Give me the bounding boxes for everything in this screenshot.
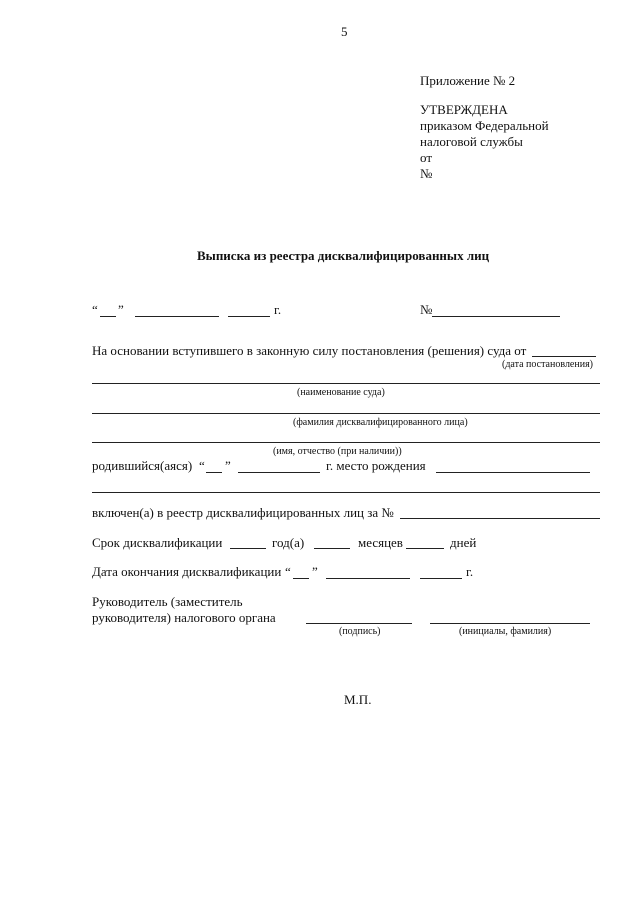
- hint-given-name: (имя, отчество (при наличии)): [273, 446, 402, 457]
- approval-title: УТВЕРЖДЕНА: [420, 102, 508, 117]
- basis-text: На основании вступившего в законную силу постановления (решения) суда от: [92, 343, 527, 358]
- head-label-line-2: руководителя) налогового органа: [92, 610, 276, 625]
- given-name-field[interactable]: [92, 442, 600, 443]
- extract-number-field[interactable]: [432, 316, 560, 317]
- approval-line-4: №: [420, 166, 433, 181]
- hint-court-name: (наименование суда): [297, 387, 385, 398]
- end-date-year-field[interactable]: [420, 578, 462, 579]
- hint-decision-date: (дата постановления): [502, 359, 594, 370]
- term-days-field[interactable]: [406, 548, 444, 549]
- approval-line-2: налоговой службы: [420, 134, 523, 149]
- hint-initials-surname: (инициалы, фамилия): [459, 626, 552, 637]
- end-date-label: Дата окончания дисквалификации: [92, 564, 282, 579]
- date-quote-close: ”: [118, 302, 124, 317]
- term-months-field[interactable]: [314, 548, 350, 549]
- page-number: 5: [341, 24, 348, 39]
- birth-month-field[interactable]: [238, 472, 320, 473]
- date-quote-open: “: [92, 302, 98, 317]
- birth-quote-open: “: [199, 458, 205, 473]
- end-date-month-field[interactable]: [326, 578, 410, 579]
- hint-signature: (подпись): [339, 626, 381, 637]
- head-label-line-1: Руководитель (заместитель: [92, 594, 243, 609]
- date-day-field[interactable]: [100, 316, 116, 317]
- date-month-field[interactable]: [135, 316, 219, 317]
- stamp-place-label: М.П.: [344, 692, 372, 707]
- court-name-field[interactable]: [92, 383, 600, 384]
- birth-quote-close: ”: [225, 458, 231, 473]
- birth-place-continuation-field[interactable]: [92, 492, 600, 493]
- registry-number-field[interactable]: [400, 518, 600, 519]
- appendix-label: Приложение № 2: [420, 73, 516, 88]
- term-label: Срок дисквалификации: [92, 535, 223, 550]
- approval-line-3: от: [420, 150, 433, 165]
- term-days-label: дней: [450, 535, 477, 550]
- end-date-quote-open: “: [285, 564, 291, 579]
- approval-line-1: приказом Федеральной: [420, 118, 549, 133]
- end-date-year-suffix: г.: [466, 564, 474, 579]
- court-decision-date-field[interactable]: [532, 356, 596, 357]
- extract-number-sign: №: [420, 302, 433, 317]
- signature-field[interactable]: [306, 623, 412, 624]
- birth-day-field[interactable]: [206, 472, 222, 473]
- date-year-suffix: г.: [274, 302, 282, 317]
- birth-year-place-label: г. место рождения: [326, 458, 426, 473]
- end-date-quote-close: ”: [312, 564, 318, 579]
- term-years-field[interactable]: [230, 548, 266, 549]
- surname-field[interactable]: [92, 413, 600, 414]
- end-date-day-field[interactable]: [293, 578, 309, 579]
- initials-surname-field[interactable]: [430, 623, 590, 624]
- date-year-field[interactable]: [228, 316, 270, 317]
- document-title: Выписка из реестра дисквалифицированных лиц: [197, 248, 490, 263]
- hint-surname: (фамилия дисквалифицированного лица): [293, 417, 468, 428]
- term-months-label: месяцев: [358, 535, 403, 550]
- birth-place-field[interactable]: [436, 472, 590, 473]
- included-label: включен(а) в реестр дисквалифицированных лиц за №: [92, 505, 394, 520]
- born-label: родившийся(аяся): [92, 458, 193, 473]
- term-years-label: год(а): [272, 535, 305, 550]
